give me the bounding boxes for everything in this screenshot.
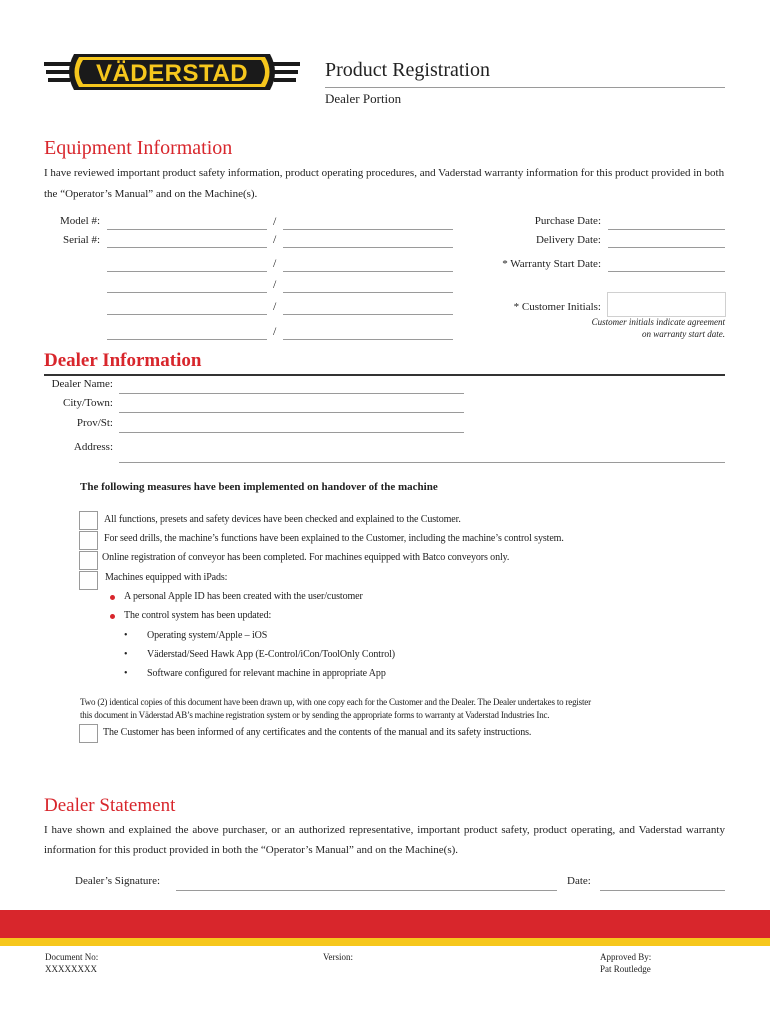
slash: /	[273, 299, 277, 313]
equipment-heading: Equipment Information	[44, 137, 233, 159]
checkbox-functions[interactable]	[79, 511, 98, 530]
copies-note-1: Two (2) identical copies of this document have been drawn up, with one copy each for the Customer and the Dealer. The Dealer undertakes to register	[80, 697, 591, 707]
signature-field[interactable]	[176, 890, 557, 891]
purchase-date-field[interactable]	[608, 229, 725, 230]
model-field-1[interactable]	[107, 229, 267, 230]
statement-text: I have shown and explained the above purchaser, or an authorized representative, important product safety, product operating, and Vaderstad warranty information for this product provided in both the “Operator’s Manual” and on the Machine(s).	[44, 824, 725, 856]
checkbox-online-registration[interactable]	[79, 551, 98, 570]
initials-note-2: on warranty start date.	[641, 329, 725, 339]
dealer-name-label: Dealer Name:	[51, 378, 113, 390]
checkbox-ipads[interactable]	[79, 571, 98, 590]
approved-value: Pat Routledge	[600, 964, 651, 974]
sub-bullet: •	[124, 649, 128, 660]
serial-field-6[interactable]	[283, 292, 453, 293]
prov-label: Prov/St:	[76, 417, 113, 429]
statement-heading: Dealer Statement	[44, 795, 176, 816]
ipad-item-control-system: The control system has been updated:	[124, 610, 272, 621]
prov-field[interactable]	[119, 432, 464, 433]
handover-item-certificates: The Customer has been informed of any certificates and the contents of the manual and its safety instructions.	[103, 727, 532, 738]
model-label: Model #:	[59, 215, 100, 227]
serial-field-9[interactable]	[107, 339, 267, 340]
delivery-date-field[interactable]	[608, 247, 725, 248]
copies-note-2: this document in Väderstad AB’s machine registration system or by sending the appropriate forms to warranty at Vaderstad Industries Inc.	[80, 710, 550, 720]
customer-initials-label: * Customer Initials:	[513, 301, 601, 313]
dealer-name-field[interactable]	[119, 393, 464, 394]
title-divider	[325, 87, 725, 88]
sub-item-software: Software configured for relevant machine in appropriate App	[147, 668, 386, 679]
footer-red-band	[0, 910, 770, 938]
slash: /	[273, 277, 277, 291]
approved-label: Approved By:	[600, 952, 652, 962]
signature-label: Dealer’s Signature:	[75, 875, 161, 887]
model-field-2[interactable]	[283, 229, 453, 230]
city-label: City/Town:	[63, 397, 113, 409]
handover-item-functions: All functions, presets and safety devices have been checked and explained to the Customer.	[104, 514, 461, 525]
checkbox-certificates[interactable]	[79, 724, 98, 743]
slash: /	[273, 324, 277, 338]
serial-field-5[interactable]	[107, 292, 267, 293]
city-field[interactable]	[119, 412, 464, 413]
slash: /	[273, 256, 277, 270]
serial-field-1[interactable]	[107, 247, 267, 248]
initials-note-1: Customer initials indicate agreement	[591, 317, 725, 327]
handover-item-online-registration: Online registration of conveyor has been completed. For machines equipped with Batco conveyors only.	[102, 552, 510, 563]
delivery-date-label: Delivery Date:	[535, 234, 601, 246]
warranty-start-label: * Warranty Start Date:	[502, 258, 601, 270]
serial-field-4[interactable]	[283, 271, 453, 272]
serial-label: Serial #:	[63, 234, 100, 246]
serial-field-2[interactable]	[283, 247, 453, 248]
dealer-info-heading: Dealer Information	[44, 350, 202, 371]
vaderstad-logo	[44, 52, 300, 92]
purchase-date-label: Purchase Date:	[534, 215, 601, 227]
doc-no-value: XXXXXXXX	[45, 964, 97, 974]
date-label: Date:	[567, 875, 591, 887]
warranty-start-field[interactable]	[608, 271, 725, 272]
red-bullet	[110, 595, 115, 600]
serial-field-10[interactable]	[283, 339, 453, 340]
equipment-intro: I have reviewed important product safety information, product operating procedures, and Vaderstad warranty information for this product provided in both the “Operator’s Manual” and on the Machine(s).	[44, 167, 725, 200]
handover-heading: The following measures have been implemented on handover of the machine	[80, 481, 438, 493]
version-label: Version:	[323, 952, 353, 962]
serial-field-3[interactable]	[107, 271, 267, 272]
ipad-item-apple-id: A personal Apple ID has been created with the user/customer	[124, 591, 363, 602]
serial-field-7[interactable]	[107, 314, 267, 315]
footer-yellow-band	[0, 938, 770, 946]
address-field[interactable]	[119, 462, 725, 463]
customer-initials-box[interactable]	[607, 292, 726, 317]
checkbox-seed-drills[interactable]	[79, 531, 98, 550]
handover-item-ipads: Machines equipped with iPads:	[105, 572, 228, 583]
page-title: Product Registration	[325, 59, 490, 81]
address-label: Address:	[73, 441, 113, 453]
page-subtitle: Dealer Portion	[325, 91, 402, 106]
slash: /	[273, 214, 277, 228]
red-bullet	[110, 614, 115, 619]
serial-field-8[interactable]	[283, 314, 453, 315]
sub-item-ios: Operating system/Apple – iOS	[147, 630, 268, 641]
handover-item-seed-drills: For seed drills, the machine’s functions have been explained to the Customer, including the machine’s control system.	[104, 533, 564, 544]
date-field[interactable]	[600, 890, 725, 891]
dealer-info-divider	[44, 374, 725, 376]
doc-no-label: Document No:	[45, 952, 99, 962]
sub-bullet: •	[124, 630, 128, 641]
logo-text: VÄDERSTAD	[95, 60, 249, 87]
sub-bullet: •	[124, 668, 128, 679]
slash: /	[273, 232, 277, 246]
sub-item-app: Väderstad/Seed Hawk App (E-Control/iCon/ToolOnly Control)	[147, 649, 396, 660]
